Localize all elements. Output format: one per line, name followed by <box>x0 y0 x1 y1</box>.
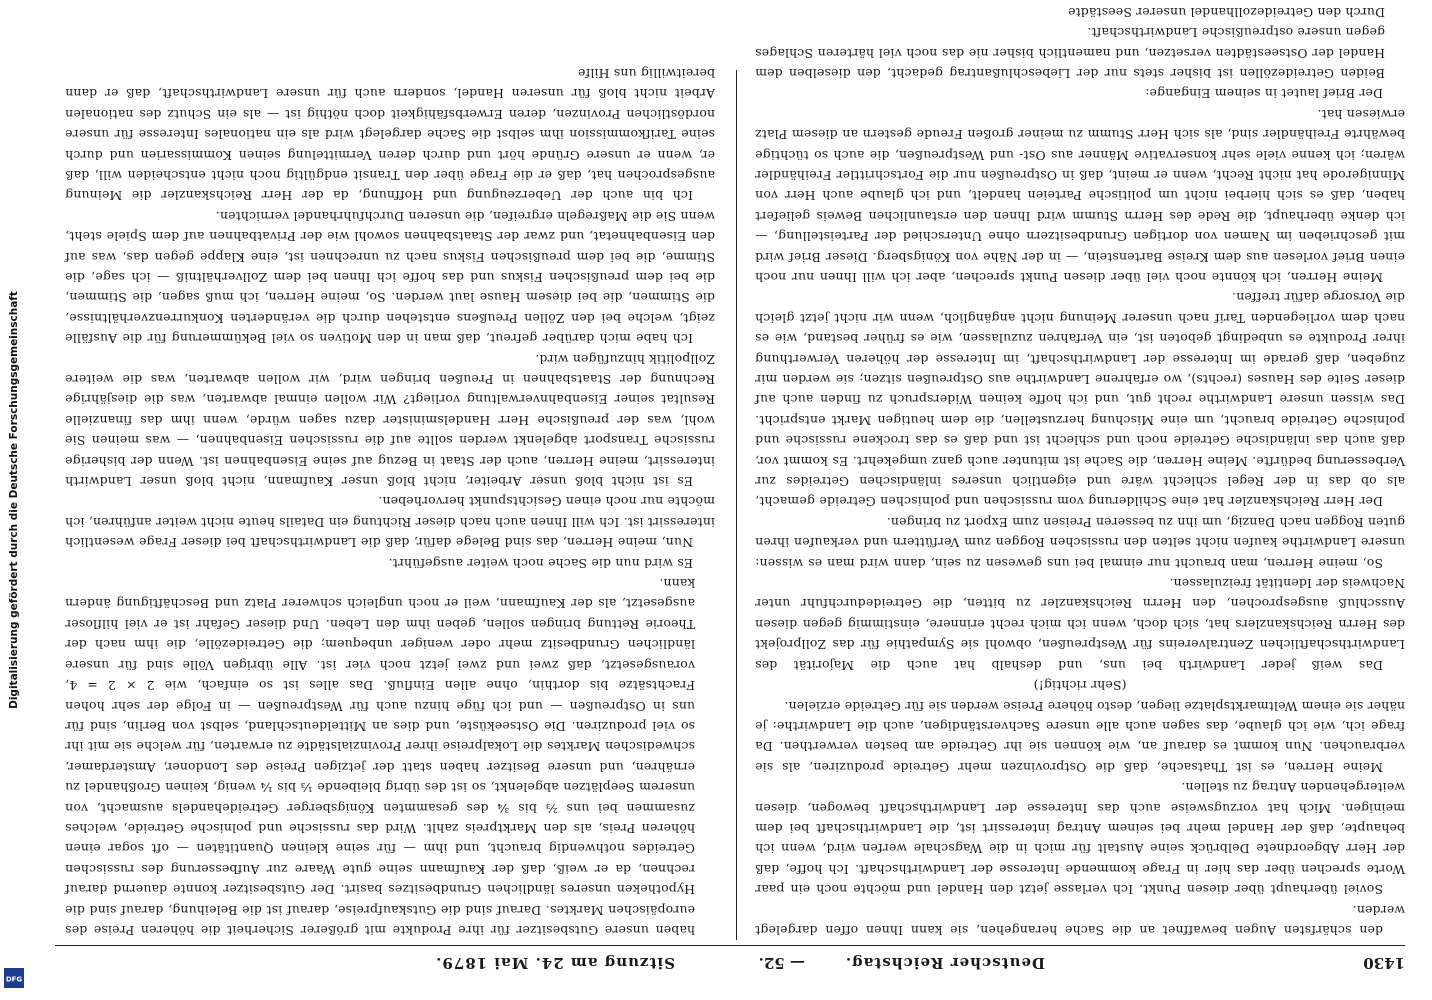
paragraph: Soviel überhaupt über diesen Punkt. Ich verlasse jetzt den Handel und möchte noch ein paar Worte sprechen über das hier in Frage kommende Interesse der Landwirthschaft. Ich hoffe, daß der Herr Abgeordnete Delbrück seine Austalt für mich in die Wagschale werfen wird, wenn ich behaupte, daß der Handel mehr bei seinem Antrag interessirt ist, die Landwirthschaft bei dem meinigen. Mich hat vorzugsweise auch das Interesse der Landwirthschaft bewogen, diesen weitergehenden Antrag zu stellen. <box>755 780 1405 898</box>
paragraph: Meine Herren, ich könnte noch viel über diesen Punkt sprechen, aber ich will Ihnen nur noch einen Brief vorlesen aus dem Kreise Bartenstein, — in der Nähe von Königsberg. Dieser Brief wird mit geschrieben im Namen von dortigen Grundbesitzern ohne Unterschied der Parteistellung, — ich denke überhaupt, die Rede des Herrn Stumm wird Ihnen den erstaunlichen Beweis geliefert haben, daß es sich hierbei nicht um politische Parteien handelt, und ich glaube auch Herr von Minnigerode hat nicht Recht, wenn er meint, daß in Ostpreußen nur die Fortschrittler Freihändler wären; ich kenne viele sehr konservative Männer aus Ost- und Westpreußen, die auch so tüchtige bewährte Freihändler sind, als sich Herr Stumm zu meiner großen Freude gestern an diesem Platz erwiesen hat. <box>755 106 1405 285</box>
paragraph: Es ist nicht bloß unser Arbeiter, nicht bloß unser Kaufmann, nicht bloß unser Landwirth interessirt, meine Herren, auch der Staat in Bezug auf seine Eisenbahnen ist. Wenn der bisherige russische Transport abgelenkt werden sollte auf die russischen Eisenbahnen, — was meinen Sie wohl, was der preußische Herr Handelsminister dazu sagen würde, wenn ihm das finanzielle Resultat seiner Eisenbahnverwaltung vorliegt? Wir wollen einmal abwarten, was die diesjährige Rechnung der Staatsbahnen in Preußen bringen wird, wir wollen abwarten, was die weitere Zollpolitik hinzufügen wird. <box>65 351 715 490</box>
publication-title: Deutscher Reichstag. <box>844 954 1045 972</box>
header-rule <box>55 945 1405 946</box>
paragraph: den schärfsten Augen bewaffnet an die Sache herangehen, sie kann Ihnen offen dargelegt werden. <box>755 902 1405 938</box>
paragraph: Ich bin auch der Ueberzeugung und Hoffnung, da der Herr Reichskanzler die Meinung ausgesprochen hat, daß er die Frage über den Transit endgültig noch nicht entscheiden will, daß er, wenn er unsere Gründe hört und durch deren Vermittelung seinen Kommissarien und durch seine Tarifkommission ihm selbst die Sache dargelegt wird als ein nationales Interesse für unsere nordöstlichen Provinzen, deren Erwerbsfähigkeit doch nöthig ist — als ein Schutz des nationalen Arbeit nicht bloß für unseren Handel, sondern auch für unsere Landwirthschaft, daß er dann bereitwillig uns Hilfe <box>65 65 715 204</box>
session-date: Sitzung am 24. Mai 1879. <box>435 954 675 972</box>
issue-number: — 52. <box>758 954 805 972</box>
interjection: (Sehr richtig!) <box>1033 678 1127 694</box>
paragraph: Ich habe mich darüber gefreut, daß man in den Motiven so viel Bekümmerung für die Ausfälle zeigt, welche bei den Zöllen Preußens entstehen durch die veränderten Konkurrenzverhältnisse, die Stimmen, die bei diesem Hause laut werden. So, meine Herren, ich muß sagen, die Stimmen, die bei dem preußischen Fiskus und das hoffe ich Ihnen bei dem Zollverhältniß — ich sage, die Stimme, die bei dem preußischen Fiskus nach zu unrechnen ist, eine Klappe gegen das, was auf den Eisenbahnetat, und zwar der Staatsbahnen sowohl wie der Privatbahnen auf dem Spiele steht, wenn Sie die Maßregeln ergreifen, die unseren Durchfuhrhandel vernichten. <box>65 208 715 347</box>
column-divider <box>736 70 737 940</box>
quoted-letter: haben unsere Gutsbesitzer für ihre Produkte mit größerer Sicherheit die höheren Preise des europäischen Marktes. Darauf sind die Gutskaufpreise, darauf ist die Beleihung, darauf sind die Hypotheken unseres ländlichen Grundbesitzes basirt. Der Gutsbesitzer konnte dauernd darauf rechnen, da er weiß, daß der Kaufmann seine gute Waare zur Aufbesserung des russischen Getreides nothwendig braucht, und ihm — für seine kleinen Quantitäten — oft sogar einen höheren Preis, als den Marktpreis zahlt. Wird das russische und polnische Getreide, welches zusammen bei uns ⅔ bis ¾ des gesammten Königsberger Getreidehandels ausmacht, von unserem Seeplätzen abgelenkt, so ist des übrig bleibende ⅓ bis ¼ wenig, keinen Großhandel zu ernähren, und unsere Besitzer haben statt der jetzigen Preise des Londoner, Amsterdamer, schwedischen Marktes die Lokalpreise ihrer Provinzialstädte zu erwarten, für welche sie mit ihr so viel produziren. Die Ostseeküste, und dies an Mitteldeutschland, selbst von Berlin, sind für uns in Ostpreußen — und ich füge hinzu auch für Westpreußen — in Folge der sehr hohen Frachtsätze bis dorthin, ohne allen Einfluß. Das alles ist so einfach, wie 2 × 2 = 4, vorausgesetzt, daß zwei und zwei jetzt noch vier ist. Alle übrigen Völle sind für unsere ländlichen Grundbesitz mehr oder weniger unbequem; die Getreidezölle, die ihm nach der Theorie Rettung bringen sollen, geben ihm den Leben. Und dieser Gefahr ist er viel hilfloser ausgesetzt, als der Kaufmann, weil er noch ungleich schwerer Platz und Beschäftigung ändern kann. <box>65 576 695 938</box>
quoted-letter: Durch den Getreidezollhandel unserer Seestädte <box>1067 4 1385 20</box>
left-column <box>755 4 1405 940</box>
rotated-newspaper-page <box>55 4 1405 980</box>
paragraph: Der Herr Reichskanzler hat eine Schilderung vom russischen und polnischen Getreide gemacht, als ob das in der Regel schlecht wäre und eigentlich unseres inländischen Getreides zur Verbesserung bedürfte. Meine Herren, die Sache ist mitunter auch ganz umgekehrt. Es kommt vor, daß auch das inländische Getreide noch und schlecht ist und daß es das trockene russische und polnische Getreide braucht, um eine Mischung herzustellen, die dem heutigen Markt entspricht. Das wissen unsere Landwirthe recht gut, und ich hoffe keinen Widerspruch zu finden auch auf dieser Seite des Hauses (rechts), wo erfahrene Landwirthe aus Ostpreußen sitzen; sie werden mir zugeben, daß gerade im Interesse der Landwirthschaft, im Interesse der höheren Verwerthung ihrer Produkte es unbedingt geboten ist, ein Verfahren zuzulassen, wie es früher bestand, wie es nach dem vorliegenden Tarif nach unserer Meinung nicht angänglich, wenn wir nicht jetzt gleich die Vorsorge dafür treffen. <box>755 290 1405 510</box>
quoted-letter: Beiden Getreidezöllen ist bisher stets nur der Liebeschlußantrag gedacht, den dieselben dem Handel der Ostseestädten versetzen, und namentlich bisher nie das noch viel härteren Schlages gegen unsere ostpreußische Landwirthschaft. <box>755 25 1385 81</box>
digitization-credit <box>3 0 25 1000</box>
paragraph: Es wird nun die Sache noch weiter ausgeführt. <box>388 555 693 571</box>
dfg-logo-icon <box>4 968 24 988</box>
paragraph: Meine Herren, es ist Thatsache, daß die Ostprovinzen mehr Getreide produziren, als sie verbrauchen. Nun kommt es darauf an, wie können sie ihr Getreide am besten verwerthen. Da frage ich, wie ich glaube, das sagen auch alle unsere Sachverständigen, auch die Landwirthe: je näher sie einem Weltmarktsplatze liegen, desto höhere Preise werden sie für Getreide erzielen. <box>755 698 1405 775</box>
credit-text: Digitalisierung gefördert durch die Deutsche Forschungsgemeinschaft <box>8 291 20 709</box>
paragraph: Der Brief lautet in seinem Eingange: <box>1145 86 1383 102</box>
logo-text: DFG <box>5 975 23 984</box>
paragraph: So, meine Herren, man braucht nur einmal bei uns gewesen zu sein, dann wird man es wissen: unsere Landwirthe kaufen nicht selten den russischen Roggen zum Verfüttern und verkaufen ihren guten Roggen nach Danzig, um ihn zu besseren Preisen zum Export zu bringen. <box>755 514 1405 571</box>
right-column <box>65 65 715 940</box>
paragraph: Nun, meine Herren, das sind Belege dafür, daß die Landwirthschaft bei dieser Frage wesentlich interessirt ist. Ich will Ihnen auch nach dieser Richtung ein Datails heute nicht weiter anführen, ich möchte nur noch einen Gesichtspunkt hervorheben. <box>65 494 715 551</box>
page-number: 1430 <box>1363 954 1405 972</box>
page-header <box>55 948 1405 972</box>
paragraph: Das weiß jeder Landwirth bei uns, und deshalb hat auch die Majorität des Landwirthschaftlichen Zentralvereins für Westpreußen, obwohl sie Sympathie für das Zollprojekt des Herrn Reichskanzlers hat, sich doch, wenn ich mich recht erinnere, einstimmig gegen diesen Ausschluß ausgesprochen, den Herrn Reichskanzler zu bitten, die Getreidedurchfuhr unter Nachweis der Identität freizulassen. <box>755 576 1405 673</box>
